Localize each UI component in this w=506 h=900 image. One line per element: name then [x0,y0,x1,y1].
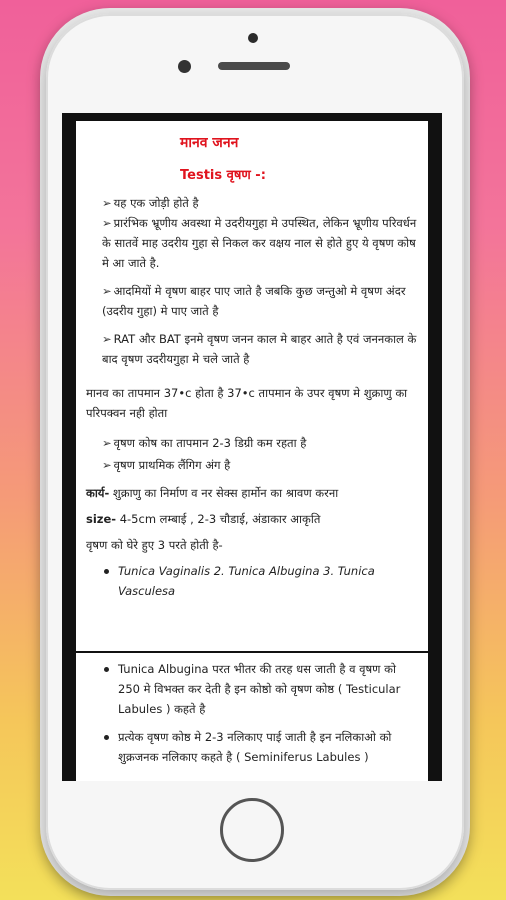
bullet-icon [104,667,109,672]
page2-bullet-2: प्रत्येक वृषण कोष्ठ मे 2-3 नलिकाए पाई जाती है इन नलिकाओ को शुक्रजनक नलिकाए कहते है ( Seminiferus Labules ) [104,727,414,767]
layers-intro: वृषण को घेरे हुए 3 परते होती है- [86,538,223,552]
size-line: size- 4-5cm लम्बाई , 2-3 चौडाई, अंडाकार आकृति [86,512,321,526]
bullet-icon [104,569,109,574]
point-3: ➢ आदमियों मे वृषण बाहर पाए जाते है जबकि कुछ जन्तुओ मे वृषण अंदर (उदरीय गुहा) मे पाए जाते है [102,284,406,318]
point-1: ➢ यह एक जोड़ी होते है [102,196,199,210]
document-page-2 [76,653,428,781]
screen[interactable] [62,113,442,781]
point-6: ➢ वृषण प्राथमिक लैंगिग अंग है [102,458,231,472]
point-5: ➢ वृषण कोष का तापमान 2-3 डिग्री कम रहता है [102,436,307,450]
section-title-testis: Testis वृषण -: [180,168,266,183]
bullet-icon [104,735,109,740]
page-title: मानव जनन [180,135,239,151]
point-2: ➢ प्रारंभिक भ्रूणीय अवस्था मे उदरीयगुहा मे उपस्थित, लेकिन भ्रूणीय परिवर्धन के सातवें माह उदरीय गुहा से निकल कर वक्षय नाल से होते हुए ये वृषण कोष मे आ जाते है. [102,216,417,270]
page2-bullet-1: Tunica Albugina परत भीतर की तरह धस जाती है व वृषण को 250 मे विभक्त कर देती है इन कोष्ठो को वृषण कोष्ठ ( Testicular Labules ) कहते है [104,659,414,719]
layers-list-item: Tunica Vaginalis 2. Tunica Albugina 3. Tunica Vasculesa [104,561,414,601]
arrow-icon: ➢ [102,196,112,210]
arrow-icon: ➢ [102,216,112,230]
function-line: कार्य- शुक्राणु का निर्माण व नर सेक्स हार्मोन का श्रावण करना [86,486,339,500]
arrow-icon: ➢ [102,332,112,346]
sensor [178,60,191,73]
point-4: ➢ RAT और BAT इनमे वृषण जनन काल मे बाहर आते है एवं जननकाल के बाद वृषण उदरीयगुहा मे चले जाते है [102,332,417,366]
arrow-icon: ➢ [102,436,112,450]
earpiece-speaker [218,62,290,70]
home-button[interactable] [220,798,284,862]
document-page-1 [76,121,428,651]
arrow-icon: ➢ [102,458,112,472]
temperature-paragraph: मानव का तापमान 37•c होता है 37•c तापमान के उपर वृषण मे शुक्राणु का परिपक्वन नही होता [86,386,408,420]
arrow-icon: ➢ [102,284,112,298]
front-camera [248,33,258,43]
